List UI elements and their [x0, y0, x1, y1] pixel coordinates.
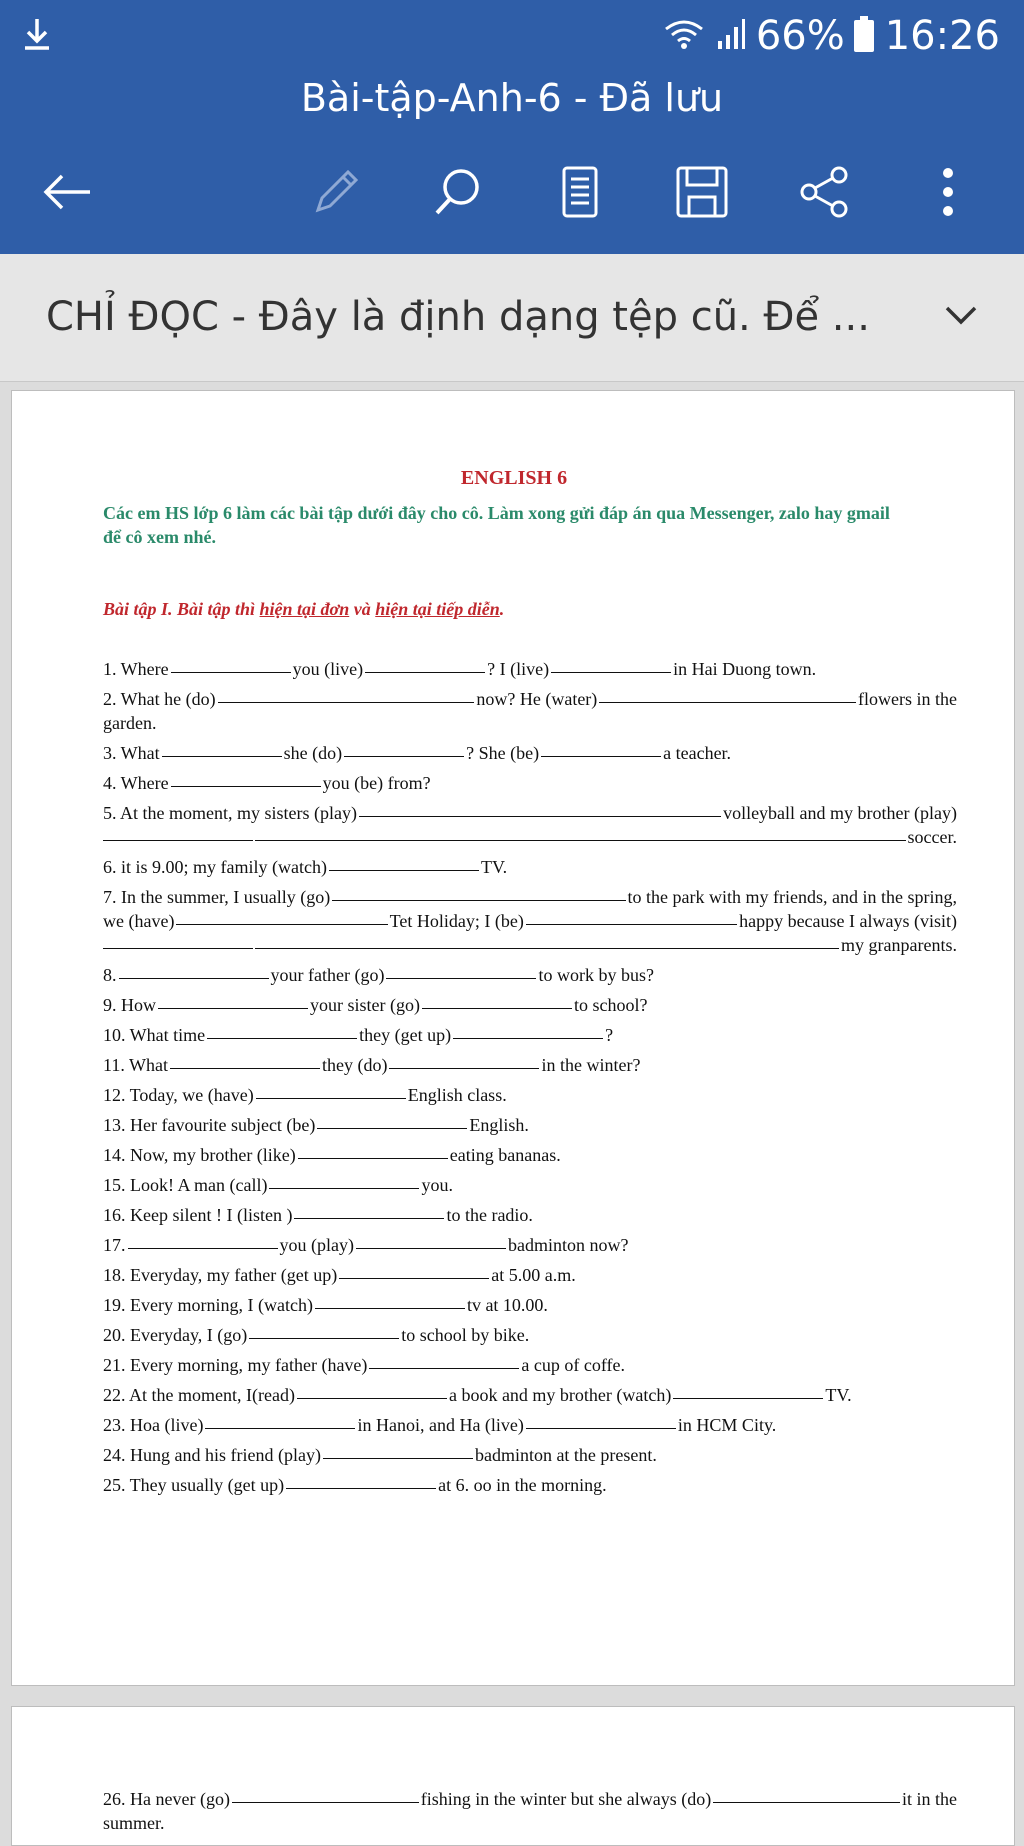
answer-blank: [422, 993, 572, 1009]
answer-blank: [356, 1233, 506, 1249]
question-text: ?: [605, 1025, 614, 1045]
question-text: 24. Hung and his friend (play): [103, 1445, 321, 1465]
question-line: [103, 1053, 957, 1077]
answer-blank: [207, 1023, 357, 1039]
question-text: badminton at the present.: [474, 1445, 657, 1465]
question-text: in HCM City.: [677, 1415, 777, 1435]
question-text: 17.: [103, 1235, 126, 1255]
question-text: 2. What he (do): [103, 689, 216, 709]
question-line: [103, 1473, 957, 1497]
question-line: [103, 771, 957, 795]
search-icon: [431, 165, 485, 224]
question-line: [103, 801, 957, 825]
answer-blank: [297, 1383, 447, 1399]
question-text: we (have): [103, 911, 175, 931]
answer-blank: [526, 909, 737, 925]
section-part2: hiện tại tiếp diễn: [375, 599, 500, 619]
answer-blank: [176, 909, 387, 925]
read-only-banner[interactable]: [0, 254, 1024, 382]
question-item: [103, 1413, 957, 1437]
answer-blank: [298, 1143, 448, 1159]
question-text: a cup of coffe.: [521, 1355, 626, 1375]
answer-blank: [162, 741, 282, 757]
question-item: [103, 1323, 957, 1347]
question-text: 26. Ha never (go): [103, 1789, 230, 1809]
question-line: [103, 1293, 957, 1317]
section-end: .: [499, 599, 505, 619]
read-only-message: CHỈ ĐỌC - Đây là định dạng tệp cũ. Để ...: [46, 294, 870, 340]
question-item: [103, 1787, 957, 1835]
chevron-down-icon[interactable]: [944, 304, 978, 331]
question-text: TV.: [480, 857, 508, 877]
answer-blank: [344, 741, 464, 757]
question-text: to the radio.: [446, 1205, 533, 1225]
question-text: 8.: [103, 965, 117, 985]
question-item: [103, 741, 957, 765]
question-text: 23. Hoa (live): [103, 1415, 204, 1435]
question-item: [103, 1053, 957, 1077]
question-text: 5. At the moment, my sisters (play): [103, 803, 357, 823]
answer-blank: [713, 1787, 900, 1803]
reading-view-button[interactable]: [550, 164, 610, 224]
question-text: TV.: [825, 1385, 852, 1405]
answer-blank: [317, 1113, 467, 1129]
question-text: ? I (live): [487, 659, 550, 679]
battery-icon: [853, 15, 875, 58]
question-text: 1. Where: [103, 659, 169, 679]
app-bar: [0, 0, 1024, 254]
question-line: [103, 909, 957, 933]
document-page: [11, 390, 1015, 1686]
back-button[interactable]: [36, 164, 96, 224]
question-text: you.: [421, 1175, 453, 1195]
question-text: you (be) from?: [322, 773, 431, 793]
answer-blank: [323, 1443, 473, 1459]
answer-blank: [294, 1203, 444, 1219]
question-item: [103, 993, 957, 1017]
answer-blank: [170, 1053, 320, 1069]
pencil-icon: [310, 166, 362, 223]
answer-blank: [673, 1383, 823, 1399]
save-button[interactable]: [672, 164, 732, 224]
question-line: [103, 1143, 957, 1167]
question-text: 11. What: [103, 1055, 168, 1075]
answer-blank: [171, 657, 291, 673]
edit-button[interactable]: [306, 164, 366, 224]
question-text: you (play): [279, 1235, 354, 1255]
answer-blank: [256, 1083, 406, 1099]
question-item: [103, 1113, 957, 1137]
question-line: [103, 933, 957, 957]
question-item: [103, 1383, 957, 1407]
answer-blank: [551, 657, 671, 673]
section-heading: [103, 599, 504, 620]
question-item: [103, 1083, 957, 1107]
question-item: [103, 1143, 957, 1167]
question-line: [103, 963, 957, 987]
question-text: to work by bus?: [538, 965, 654, 985]
question-item: [103, 1233, 957, 1257]
question-text: she (do): [283, 743, 343, 763]
save-icon: [675, 165, 729, 224]
question-text: volleyball and my brother (play): [723, 803, 957, 823]
question-line: [103, 1173, 957, 1197]
answer-blank: [386, 963, 536, 979]
question-text: your father (go): [270, 965, 385, 985]
question-text: English.: [469, 1115, 529, 1135]
answer-blank: [218, 687, 475, 703]
question-text: fishing in the winter but she always (do): [420, 1789, 712, 1809]
answer-blank: [119, 963, 269, 979]
question-text: your sister (go): [310, 995, 420, 1015]
question-item: [103, 657, 957, 681]
question-line: [103, 687, 957, 711]
question-text: Tet Holiday; I (be): [389, 911, 524, 931]
answer-blank: [232, 1787, 419, 1803]
question-text: they (get up): [359, 1025, 452, 1045]
question-item: [103, 855, 957, 879]
question-line: [103, 1323, 957, 1347]
question-text: my granparents.: [841, 935, 957, 955]
question-item: [103, 771, 957, 795]
question-text: 4. Where: [103, 773, 169, 793]
section-mid: và: [349, 599, 376, 619]
question-line: [103, 855, 957, 879]
share-icon: [797, 165, 851, 224]
answer-blank: [329, 855, 479, 871]
question-text: 22. At the moment, I(read): [103, 1385, 295, 1405]
question-text: 15. Look! A man (call): [103, 1175, 268, 1195]
question-line: [103, 1353, 957, 1377]
answer-blank: [103, 933, 253, 949]
question-text: tv at 10.00.: [466, 1295, 548, 1315]
question-text: soccer.: [907, 827, 957, 847]
question-line: [103, 657, 957, 681]
answer-blank: [255, 933, 839, 949]
more-options-button[interactable]: [918, 164, 978, 224]
question-text: 10. What time: [103, 1025, 206, 1045]
question-item: [103, 885, 957, 957]
document-page-2: [11, 1706, 1015, 1846]
wifi-icon: [662, 17, 706, 56]
answer-blank: [315, 1293, 465, 1309]
toolbar: [0, 150, 1024, 236]
download-icon: [22, 16, 52, 57]
question-item: [103, 1443, 957, 1467]
question-text: in Hai Duong town.: [673, 659, 817, 679]
question-text: 3. What: [103, 743, 160, 763]
question-text: summer.: [103, 1813, 165, 1833]
answer-blank: [128, 1233, 278, 1249]
question-text: 20. Everyday, I (go): [103, 1325, 248, 1345]
section-prefix: Bài tập I. Bài tập thì: [103, 599, 260, 619]
answer-blank: [332, 885, 625, 901]
question-text: badminton now?: [507, 1235, 629, 1255]
question-text: 18. Everyday, my father (get up): [103, 1265, 338, 1285]
question-text: eating bananas.: [449, 1145, 561, 1165]
question-line: [103, 1233, 957, 1257]
question-item: [103, 963, 957, 987]
answer-blank: [359, 801, 721, 817]
question-text: now? He (water): [476, 689, 598, 709]
question-text: English class.: [407, 1085, 507, 1105]
question-item: [103, 687, 957, 735]
question-text: happy because I always (visit): [739, 911, 958, 931]
battery-percent: 66%: [755, 13, 845, 59]
question-text: to school by bike.: [401, 1325, 530, 1345]
back-arrow-icon: [40, 172, 92, 217]
question-text: in Hanoi, and Ha (live): [357, 1415, 524, 1435]
question-line: [103, 885, 957, 909]
doc-intro: Các em HS lớp 6 làm các bài tập dưới đây cho cô. Làm xong gửi đáp án qua Messenger, zalo hay gmail để cô xem nhé.: [103, 503, 890, 547]
reading-view-icon: [560, 165, 600, 224]
question-line: [103, 1203, 957, 1227]
question-text: 13. Her favourite subject (be): [103, 1115, 316, 1135]
question-line: [103, 825, 957, 849]
question-text: to the park with my friends, and in the spring,: [627, 887, 957, 907]
question-item: [103, 1473, 957, 1497]
question-text: at 6. oo in the morning.: [438, 1475, 607, 1495]
answer-blank: [453, 1023, 603, 1039]
question-text: 7. In the summer, I usually (go): [103, 887, 331, 907]
question-text: they (do): [322, 1055, 388, 1075]
question-line: [103, 1443, 957, 1467]
question-item: [103, 1353, 957, 1377]
answer-blank: [249, 1323, 399, 1339]
question-line: [103, 1413, 957, 1437]
signal-icon: [716, 17, 746, 56]
question-item: [103, 1203, 957, 1227]
question-text: in the winter?: [541, 1055, 641, 1075]
answer-blank: [286, 1473, 436, 1489]
answer-blank: [158, 993, 308, 1009]
answer-blank: [171, 771, 321, 787]
question-line: [103, 1383, 957, 1407]
document-title: Bài-tập-Anh-6 - Đã lưu: [300, 76, 724, 120]
status-bar: [0, 0, 1024, 74]
answer-blank: [369, 1353, 519, 1369]
question-line: [103, 1811, 957, 1835]
more-vert-icon: [938, 165, 958, 224]
question-text: 21. Every morning, my father (have): [103, 1355, 368, 1375]
question-text: 16. Keep silent ! I (listen ): [103, 1205, 293, 1225]
question-text: 19. Every morning, I (watch): [103, 1295, 313, 1315]
share-button[interactable]: [794, 164, 854, 224]
question-item: [103, 1293, 957, 1317]
question-line: [103, 1113, 957, 1137]
answer-blank: [339, 1263, 489, 1279]
answer-blank: [389, 1053, 539, 1069]
question-text: a book and my brother (watch): [448, 1385, 672, 1405]
clock: 16:26: [884, 13, 1000, 59]
question-text: 25. They usually (get up): [103, 1475, 285, 1495]
answer-blank: [599, 687, 856, 703]
question-line: [103, 1787, 957, 1811]
question-line: [103, 741, 957, 765]
question-item: [103, 1173, 957, 1197]
answer-blank: [205, 1413, 355, 1429]
question-line: [103, 1083, 957, 1107]
question-text: garden.: [103, 713, 157, 733]
question-line: [103, 711, 957, 735]
question-text: flowers in the: [858, 689, 957, 709]
question-item: [103, 801, 957, 849]
question-text: 12. Today, we (have): [103, 1085, 254, 1105]
question-text: ? She (be): [466, 743, 540, 763]
doc-heading: ENGLISH 6: [460, 467, 568, 489]
answer-blank: [365, 657, 485, 673]
question-text: to school?: [573, 995, 648, 1015]
question-line: [103, 993, 957, 1017]
question-line: [103, 1263, 957, 1287]
question-text: 9. How: [103, 995, 156, 1015]
question-item: [103, 1023, 957, 1047]
search-button[interactable]: [428, 164, 488, 224]
answer-blank: [269, 1173, 419, 1189]
answer-blank: [526, 1413, 676, 1429]
question-line: [103, 1023, 957, 1047]
question-item: [103, 1263, 957, 1287]
question-text: 6. it is 9.00; my family (watch): [103, 857, 327, 877]
question-text: a teacher.: [663, 743, 732, 763]
section-part1: hiện tại đơn: [259, 599, 350, 619]
question-text: you (live): [292, 659, 364, 679]
answer-blank: [255, 825, 906, 841]
answer-blank: [541, 741, 661, 757]
question-text: 14. Now, my brother (like): [103, 1145, 296, 1165]
question-text: it in the: [902, 1789, 957, 1809]
question-text: at 5.00 a.m.: [491, 1265, 576, 1285]
answer-blank: [103, 825, 253, 841]
